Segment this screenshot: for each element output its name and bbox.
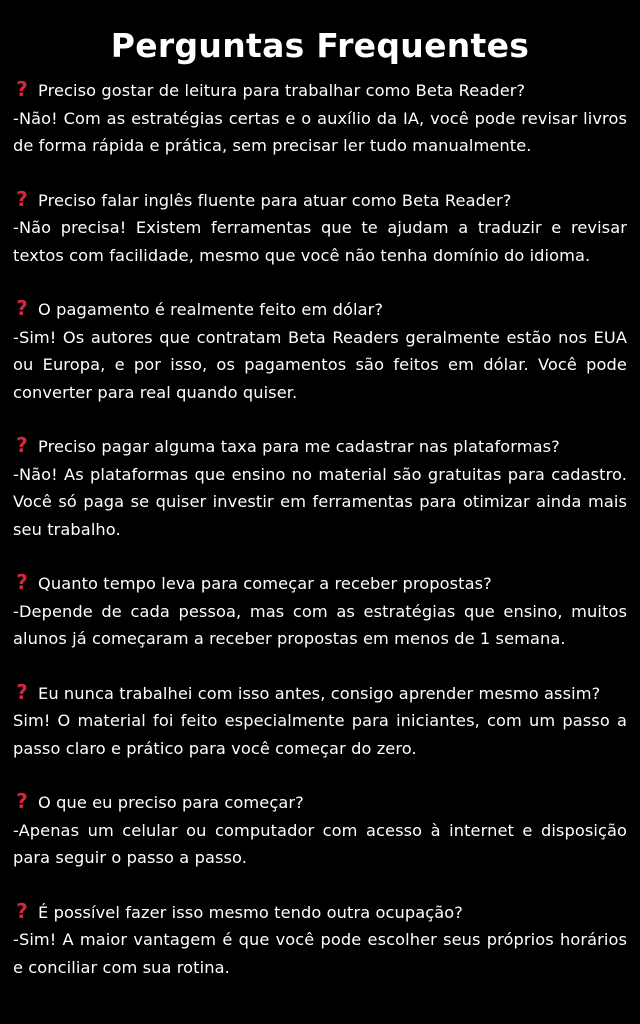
faq-item xyxy=(13,432,627,543)
faq-question-text: Quanto tempo leva para começar a receber propostas? xyxy=(38,574,492,593)
faq-item xyxy=(13,679,627,763)
faq-answer: -Apenas um celular ou computador com acesso à internet e disposição para seguir o passo a passo. xyxy=(13,820,627,867)
faq-item xyxy=(13,788,627,872)
faq-question xyxy=(13,432,627,461)
faq-question xyxy=(13,898,627,927)
faq-answer: -Sim! Os autores que contratam Beta Readers geralmente estão nos EUA ou Europa, e por isso, os pagamentos são feitos em dólar. Você pode converter para real quando quiser. xyxy=(13,327,627,402)
faq-item xyxy=(13,76,627,160)
faq-question xyxy=(13,295,627,324)
faq-answer: -Não! As plataformas que ensino no material são gratuitas para cadastro. Você só paga se quiser investir em ferramentas para otimizar ainda mais seu trabalho. xyxy=(13,464,627,539)
faq-question xyxy=(13,679,627,708)
faq-question-text: Eu nunca trabalhei com isso antes, consigo aprender mesmo assim? xyxy=(38,683,601,703)
red-question-mark-icon: ? xyxy=(16,433,28,457)
red-question-mark-icon: ? xyxy=(16,296,28,320)
faq-question xyxy=(13,569,627,598)
faq-question xyxy=(13,76,627,105)
faq-question-text: É possível fazer isso mesmo tendo outra ocupação? xyxy=(38,902,463,922)
faq-question-text: O pagamento é realmente feito em dólar? xyxy=(38,300,384,319)
faq-answer: Sim! O material foi feito especialmente para iniciantes, com um passo a passo claro e prático para você começar do zero. xyxy=(13,711,627,758)
faq-item xyxy=(13,186,627,270)
red-question-mark-icon: ? xyxy=(16,679,28,704)
red-question-mark-icon: ? xyxy=(16,186,28,211)
faq-item xyxy=(13,569,627,653)
faq-question-text: Preciso pagar alguma taxa para me cadastrar nas plataformas? xyxy=(38,437,560,456)
faq-question-text: Preciso falar inglês fluente para atuar como Beta Reader? xyxy=(38,190,512,210)
red-question-mark-icon: ? xyxy=(16,789,28,813)
faq-question xyxy=(13,186,627,215)
faq-answer: -Não! Com as estratégias certas e o auxílio da IA, você pode revisar livros de forma rápida e prática, sem precisar ler tudo manualmente. xyxy=(13,108,627,155)
faq-question xyxy=(13,788,627,817)
red-question-mark-icon: ? xyxy=(16,570,28,594)
faq-answer: -Sim! A maior vantagem é que você pode escolher seus próprios horários e conciliar com sua rotina. xyxy=(13,930,627,977)
faq-answer: -Depende de cada pessoa, mas com as estratégias que ensino, muitos alunos já começaram a receber propostas em menos de 1 semana. xyxy=(13,601,627,648)
faq-question-text: Preciso gostar de leitura para trabalhar como Beta Reader? xyxy=(38,81,526,100)
faq-item xyxy=(13,898,627,982)
faq-item xyxy=(13,295,627,406)
red-question-mark-icon: ? xyxy=(16,77,28,101)
page-title: Perguntas Frequentes xyxy=(110,26,530,65)
faq-question-text: O que eu preciso para começar? xyxy=(38,793,304,812)
red-question-mark-icon: ? xyxy=(16,898,28,923)
faq-answer: -Não precisa! Existem ferramentas que te ajudam a traduzir e revisar textos com facilidade, mesmo que você não tenha domínio do idioma. xyxy=(13,218,627,265)
